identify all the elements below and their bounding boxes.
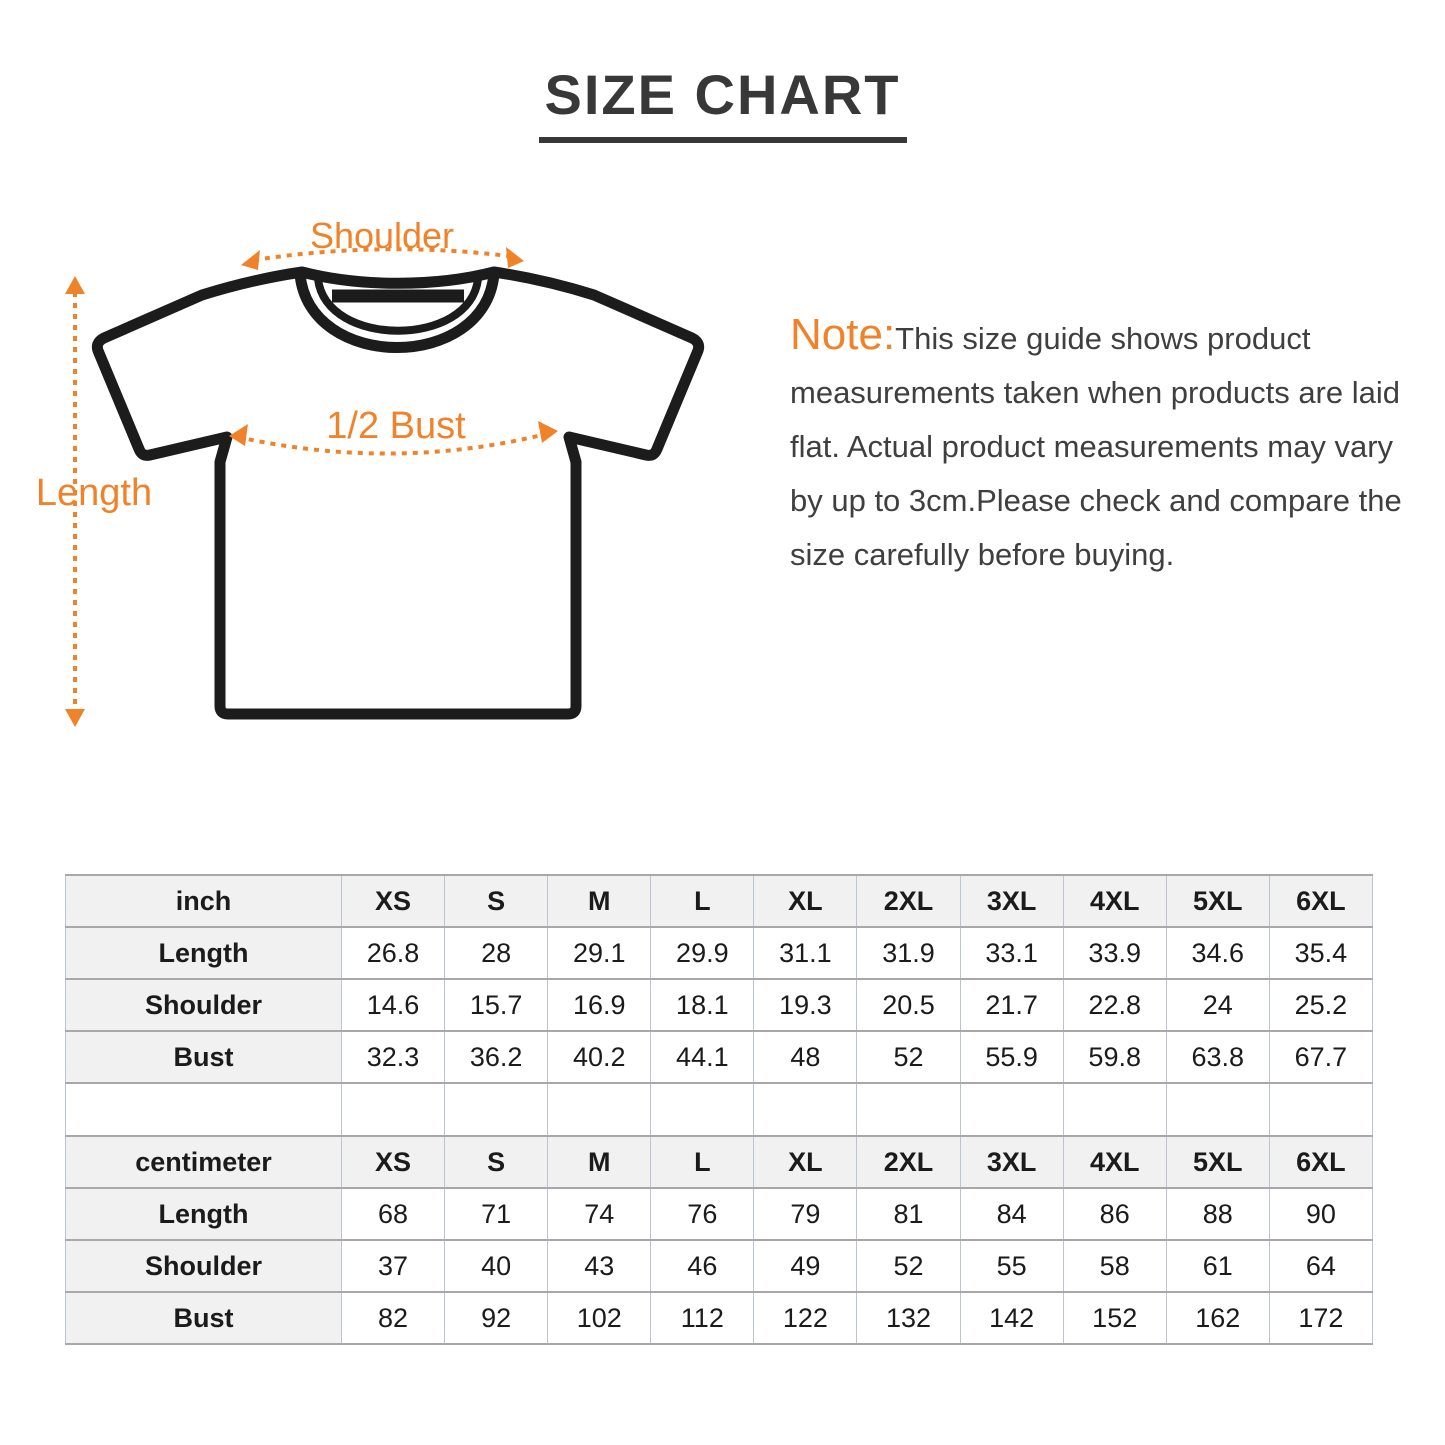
measurement-value: 32.3 bbox=[342, 1031, 445, 1083]
size-header: 5XL bbox=[1166, 1136, 1269, 1188]
measurement-value: 31.1 bbox=[754, 927, 857, 979]
size-header: M bbox=[548, 875, 651, 927]
size-header: XS bbox=[342, 1136, 445, 1188]
measurement-value: 132 bbox=[857, 1292, 960, 1344]
size-header: XL bbox=[754, 875, 857, 927]
measurement-value: 16.9 bbox=[548, 979, 651, 1031]
measurement-value: 22.8 bbox=[1063, 979, 1166, 1031]
measurement-value: 48 bbox=[754, 1031, 857, 1083]
measurement-value: 79 bbox=[754, 1188, 857, 1240]
measurement-value: 36.2 bbox=[445, 1031, 548, 1083]
measurement-row bbox=[66, 1031, 1373, 1083]
measurement-value: 44.1 bbox=[651, 1031, 754, 1083]
measurement-value: 63.8 bbox=[1166, 1031, 1269, 1083]
row-label: Bust bbox=[66, 1292, 342, 1344]
spacer-cell bbox=[960, 1083, 1063, 1136]
unit-header: centimeter bbox=[66, 1136, 342, 1188]
measurement-value: 35.4 bbox=[1269, 927, 1372, 979]
size-header: 3XL bbox=[960, 1136, 1063, 1188]
spacer-cell bbox=[1269, 1083, 1372, 1136]
spacer-cell bbox=[445, 1083, 548, 1136]
measurement-value: 21.7 bbox=[960, 979, 1063, 1031]
page-title: SIZE CHART bbox=[539, 62, 907, 143]
measurement-value: 92 bbox=[445, 1292, 548, 1344]
tshirt-diagram bbox=[30, 200, 740, 760]
measurement-row bbox=[66, 979, 1373, 1031]
title-wrap bbox=[0, 62, 1445, 143]
measurement-value: 88 bbox=[1166, 1188, 1269, 1240]
measurement-row bbox=[66, 1292, 1373, 1344]
row-label: Length bbox=[66, 1188, 342, 1240]
measurement-value: 40 bbox=[445, 1240, 548, 1292]
measurement-row bbox=[66, 1188, 1373, 1240]
measurement-value: 19.3 bbox=[754, 979, 857, 1031]
spacer-cell bbox=[754, 1083, 857, 1136]
measurement-value: 152 bbox=[1063, 1292, 1166, 1344]
size-header: 2XL bbox=[857, 875, 960, 927]
note-paragraph bbox=[790, 308, 1408, 582]
spacer-cell bbox=[66, 1083, 342, 1136]
measurement-value: 68 bbox=[342, 1188, 445, 1240]
measurement-value: 18.1 bbox=[651, 979, 754, 1031]
note-text: This size guide shows product measurements taken when products are laid flat. Actual product measurements may vary by up to 3cm.Please check and compare the size carefully before buying. bbox=[790, 321, 1402, 572]
size-header: XS bbox=[342, 875, 445, 927]
measurement-value: 67.7 bbox=[1269, 1031, 1372, 1083]
spacer-cell bbox=[1166, 1083, 1269, 1136]
measurement-value: 61 bbox=[1166, 1240, 1269, 1292]
shoulder-arrow-icon bbox=[241, 215, 524, 270]
header-row-inch bbox=[66, 875, 1373, 927]
bust-label: 1/2 Bust bbox=[326, 405, 466, 447]
measurement-value: 64 bbox=[1269, 1240, 1372, 1292]
spacer-cell bbox=[857, 1083, 960, 1136]
size-header: 4XL bbox=[1063, 875, 1166, 927]
measurement-value: 33.9 bbox=[1063, 927, 1166, 979]
size-header: 4XL bbox=[1063, 1136, 1166, 1188]
arrowhead-up-icon bbox=[65, 276, 85, 294]
spacer-cell bbox=[342, 1083, 445, 1136]
measurement-value: 55 bbox=[960, 1240, 1063, 1292]
size-header: S bbox=[445, 875, 548, 927]
measurement-value: 46 bbox=[651, 1240, 754, 1292]
measurement-value: 28 bbox=[445, 927, 548, 979]
measurement-row bbox=[66, 1240, 1373, 1292]
size-header: XL bbox=[754, 1136, 857, 1188]
measurement-value: 52 bbox=[857, 1031, 960, 1083]
measurement-value: 15.7 bbox=[445, 979, 548, 1031]
measurement-value: 20.5 bbox=[857, 979, 960, 1031]
measurement-value: 122 bbox=[754, 1292, 857, 1344]
measurement-value: 29.9 bbox=[651, 927, 754, 979]
measurement-value: 90 bbox=[1269, 1188, 1372, 1240]
measurement-value: 52 bbox=[857, 1240, 960, 1292]
unit-header: inch bbox=[66, 875, 342, 927]
measurement-value: 81 bbox=[857, 1188, 960, 1240]
measurement-value: 74 bbox=[548, 1188, 651, 1240]
measurement-value: 29.1 bbox=[548, 927, 651, 979]
row-label: Bust bbox=[66, 1031, 342, 1083]
size-header: 3XL bbox=[960, 875, 1063, 927]
arrowhead-down-icon bbox=[65, 709, 85, 727]
measurement-value: 76 bbox=[651, 1188, 754, 1240]
spacer-cell bbox=[548, 1083, 651, 1136]
measurement-value: 43 bbox=[548, 1240, 651, 1292]
measurement-value: 14.6 bbox=[342, 979, 445, 1031]
row-label: Shoulder bbox=[66, 1240, 342, 1292]
size-header: L bbox=[651, 875, 754, 927]
size-header: 2XL bbox=[857, 1136, 960, 1188]
size-header: 6XL bbox=[1269, 1136, 1372, 1188]
measurement-value: 162 bbox=[1166, 1292, 1269, 1344]
measurement-value: 55.9 bbox=[960, 1031, 1063, 1083]
size-header: L bbox=[651, 1136, 754, 1188]
row-label: Shoulder bbox=[66, 979, 342, 1031]
spacer-cell bbox=[1063, 1083, 1166, 1136]
measurement-value: 49 bbox=[754, 1240, 857, 1292]
size-header: 6XL bbox=[1269, 875, 1372, 927]
measurement-value: 33.1 bbox=[960, 927, 1063, 979]
measurement-value: 37 bbox=[342, 1240, 445, 1292]
size-table bbox=[65, 874, 1373, 1345]
arrowhead-right-icon bbox=[506, 247, 524, 268]
size-header: S bbox=[445, 1136, 548, 1188]
measurement-value: 25.2 bbox=[1269, 979, 1372, 1031]
measurement-value: 102 bbox=[548, 1292, 651, 1344]
size-header: M bbox=[548, 1136, 651, 1188]
measurement-value: 26.8 bbox=[342, 927, 445, 979]
measurement-value: 71 bbox=[445, 1188, 548, 1240]
note-prefix: Note: bbox=[790, 310, 896, 359]
measurement-value: 86 bbox=[1063, 1188, 1166, 1240]
measurement-value: 84 bbox=[960, 1188, 1063, 1240]
size-header: 5XL bbox=[1166, 875, 1269, 927]
measurement-row bbox=[66, 927, 1373, 979]
measurement-value: 142 bbox=[960, 1292, 1063, 1344]
row-label: Length bbox=[66, 927, 342, 979]
measurement-value: 31.9 bbox=[857, 927, 960, 979]
tshirt-outline-icon bbox=[97, 272, 698, 714]
measurement-value: 58 bbox=[1063, 1240, 1166, 1292]
length-label: Length bbox=[35, 472, 153, 514]
header-row-centimeter bbox=[66, 1136, 1373, 1188]
arrowhead-left-icon bbox=[241, 250, 260, 270]
measurement-value: 24 bbox=[1166, 979, 1269, 1031]
spacer-cell bbox=[651, 1083, 754, 1136]
measurement-value: 40.2 bbox=[548, 1031, 651, 1083]
measurement-value: 34.6 bbox=[1166, 927, 1269, 979]
measurement-value: 82 bbox=[342, 1292, 445, 1344]
measurement-value: 172 bbox=[1269, 1292, 1372, 1344]
spacer-row bbox=[66, 1083, 1373, 1136]
shoulder-label: Shoulder bbox=[309, 215, 455, 256]
measurement-value: 112 bbox=[651, 1292, 754, 1344]
measurement-value: 59.8 bbox=[1063, 1031, 1166, 1083]
